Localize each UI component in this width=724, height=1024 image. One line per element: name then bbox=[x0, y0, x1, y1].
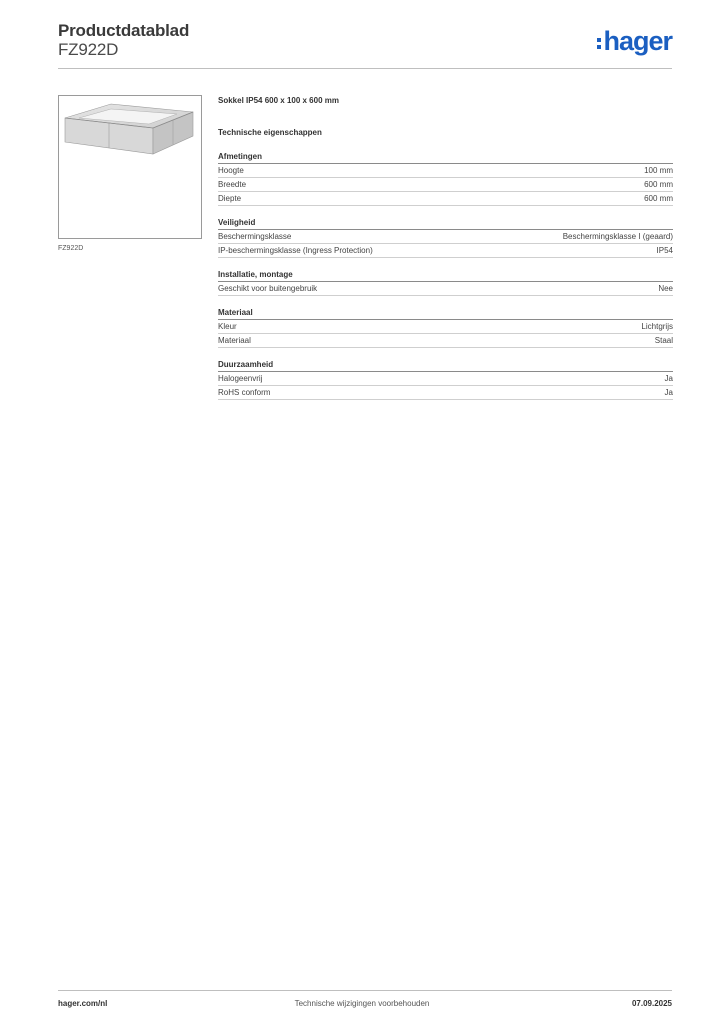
property-row bbox=[218, 320, 673, 334]
header-divider bbox=[58, 68, 672, 69]
plinth-base-icon bbox=[59, 96, 201, 238]
property-value: 600 mm bbox=[644, 194, 673, 203]
property-value: IP54 bbox=[656, 246, 673, 255]
logo-dots-icon bbox=[597, 38, 601, 49]
footer-website-link[interactable]: hager.com/nl bbox=[58, 999, 108, 1008]
property-label: Beschermingsklasse bbox=[218, 232, 292, 241]
property-row bbox=[218, 192, 673, 206]
property-value: 100 mm bbox=[644, 166, 673, 175]
property-row bbox=[218, 282, 673, 296]
product-name: Sokkel IP54 600 x 100 x 600 mm bbox=[218, 96, 339, 105]
product-image bbox=[58, 95, 202, 239]
page-title: Productdatablad bbox=[58, 21, 190, 40]
property-row bbox=[218, 164, 673, 178]
property-value: Lichtgrijs bbox=[641, 322, 673, 331]
property-group-dimensions bbox=[218, 151, 673, 206]
technical-heading: Technische eigenschappen bbox=[218, 128, 322, 137]
technical-properties bbox=[218, 94, 673, 400]
property-label: Breedte bbox=[218, 180, 247, 189]
property-row bbox=[218, 244, 673, 258]
footer-divider bbox=[58, 990, 672, 991]
property-label: Kleur bbox=[218, 322, 237, 331]
property-row bbox=[218, 230, 673, 244]
hager-logo bbox=[597, 27, 672, 55]
property-label: Diepte bbox=[218, 194, 242, 203]
property-group-installation bbox=[218, 269, 673, 296]
property-value: Ja bbox=[664, 388, 673, 397]
property-row bbox=[218, 334, 673, 348]
property-value: Nee bbox=[658, 284, 673, 293]
property-label: Hoogte bbox=[218, 166, 244, 175]
footer-date: 07.09.2025 bbox=[631, 999, 672, 1008]
property-value: 600 mm bbox=[644, 180, 673, 189]
property-label: Halogeenvrij bbox=[218, 374, 263, 383]
group-title: Veiligheid bbox=[218, 217, 673, 230]
property-label: IP-beschermingsklasse (Ingress Protection) bbox=[218, 246, 373, 255]
property-value: Beschermingsklasse I (geaard) bbox=[562, 232, 673, 241]
logo-text: hager bbox=[603, 25, 672, 56]
property-group-material bbox=[218, 307, 673, 348]
footer-notice: Technische wijzigingen voorbehouden bbox=[294, 999, 430, 1008]
group-title: Afmetingen bbox=[218, 151, 673, 164]
property-value: Ja bbox=[664, 374, 673, 383]
image-caption: FZ922D bbox=[58, 245, 84, 252]
property-row bbox=[218, 386, 673, 400]
group-title: Duurzaamheid bbox=[218, 359, 673, 372]
group-title: Installatie, montage bbox=[218, 269, 673, 282]
product-code: FZ922D bbox=[58, 40, 119, 59]
property-label: Geschikt voor buitengebruik bbox=[218, 284, 318, 293]
property-label: Materiaal bbox=[218, 336, 251, 345]
group-title: Materiaal bbox=[218, 307, 673, 320]
property-value: Staal bbox=[654, 336, 673, 345]
property-row bbox=[218, 372, 673, 386]
property-label: RoHS conform bbox=[218, 388, 271, 397]
property-row bbox=[218, 178, 673, 192]
property-group-sustainability bbox=[218, 359, 673, 400]
property-group-safety bbox=[218, 217, 673, 258]
